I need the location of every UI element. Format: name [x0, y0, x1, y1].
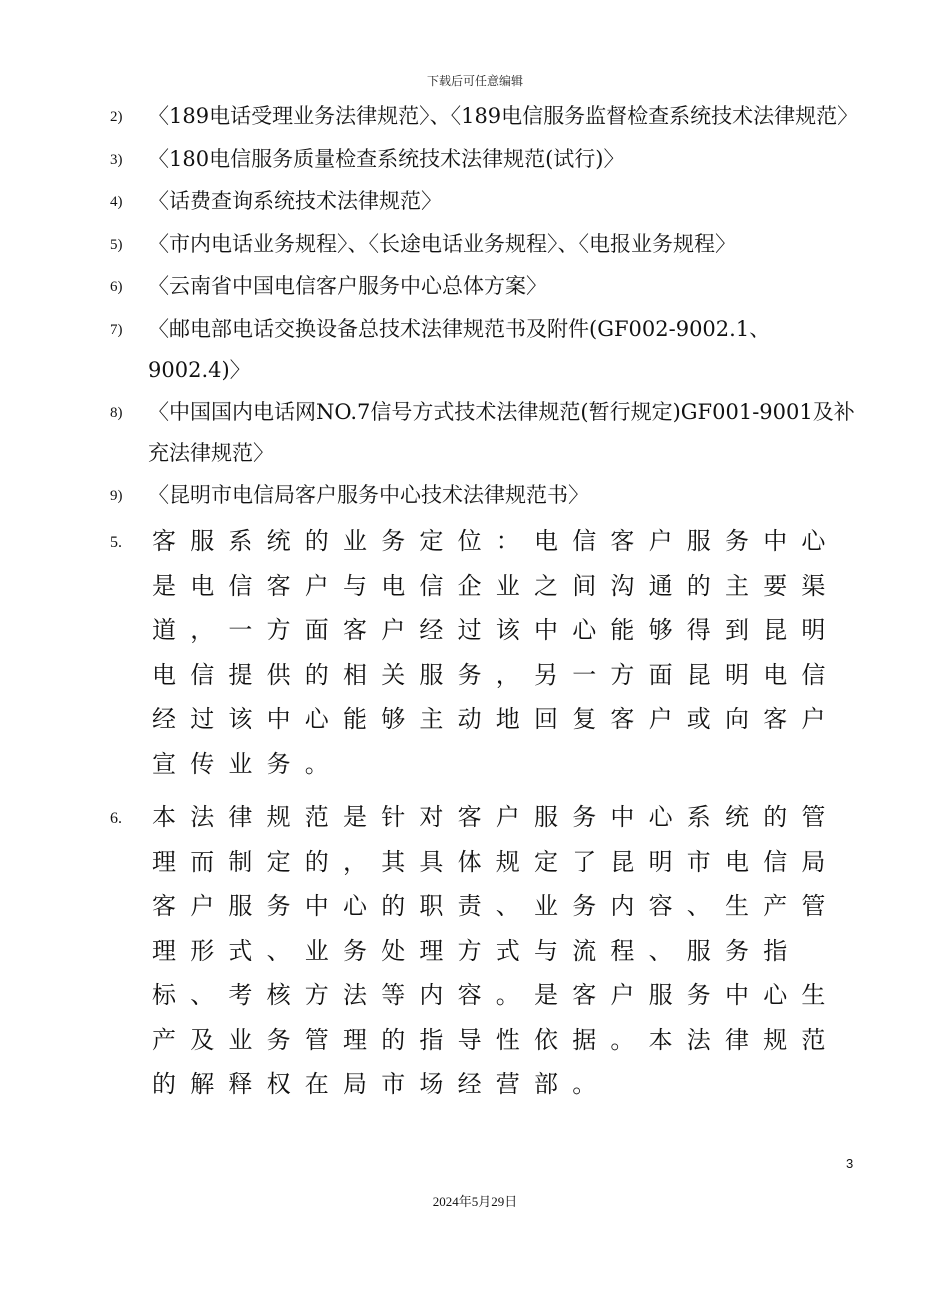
paragraph-number: 6.: [110, 810, 122, 827]
reference-text: 〈昆明市电信局客户服务中心技术法律规范书〉: [148, 482, 589, 507]
reference-text: 〈180电信服务质量检查系统技术法律规范(试行)〉: [148, 146, 625, 171]
page-header: 下载后可任意编辑: [426, 74, 523, 88]
document-body: [110, 96, 859, 1107]
reference-item: [110, 224, 855, 267]
reference-text: 〈189电话受理业务法律规范〉、〈189电信服务监督检查系统技术法律规范〉: [148, 104, 859, 128]
paragraph-text: 客服系统的业务定位：电信客户服务中心是电信客户与电信企业之间沟通的主要渠道，一方面客户经过该中心能够得到昆明电信提供的相关服务，另一方面昆明电信经过该中心能够主动地回复客户或向客户宣传业务。: [152, 527, 840, 778]
numbered-paragraph: [110, 795, 855, 1107]
reference-number: 4): [110, 194, 123, 210]
reference-item: [110, 181, 855, 224]
paragraph-number: 5.: [110, 534, 122, 551]
footer-date: 2024年5月29日: [432, 1194, 518, 1209]
reference-number: 3): [110, 151, 123, 168]
reference-number: 7): [110, 321, 123, 338]
reference-item: [110, 392, 855, 475]
reference-number: 9): [110, 487, 123, 504]
reference-text: 〈市内电话业务规程〉、〈长途电话业务规程〉、〈电报业务规程〉: [148, 231, 736, 256]
page-number: 3: [846, 1156, 854, 1171]
reference-item: [110, 309, 855, 392]
reference-number: 6): [110, 279, 123, 295]
reference-text: 〈邮电部电话交换设备总技术法律规范书及附件(GF002-9002.1、9002.4)〉: [148, 316, 771, 382]
reference-item: [110, 96, 859, 139]
reference-text: 〈云南省中国电信客户服务中心总体方案〉: [148, 274, 547, 298]
paragraph-text: 本法律规范是针对客户服务中心系统的管理而制定的，其具体规定了昆明市电信局客户服务中心的职责、业务内容、生产管理形式、业务处理方式与流程、服务指标、考核方法等内容。是客户服务中心生产及业务管理的指导性依据。本法律规范的解释权在局市场经营部。: [152, 803, 840, 1098]
reference-item: [110, 475, 855, 518]
reference-number: 8): [110, 404, 123, 421]
reference-number: 2): [110, 109, 123, 125]
reference-number: 5): [110, 236, 123, 253]
reference-text: 〈中国国内电话网NO.7信号方式技术法律规范(暂行规定)GF001-9001及补充法律规范〉: [148, 399, 855, 465]
numbered-paragraph: [110, 519, 855, 786]
reference-item: [110, 139, 855, 182]
reference-item: [110, 266, 855, 309]
reference-text: 〈话费查询系统技术法律规范〉: [148, 189, 442, 213]
